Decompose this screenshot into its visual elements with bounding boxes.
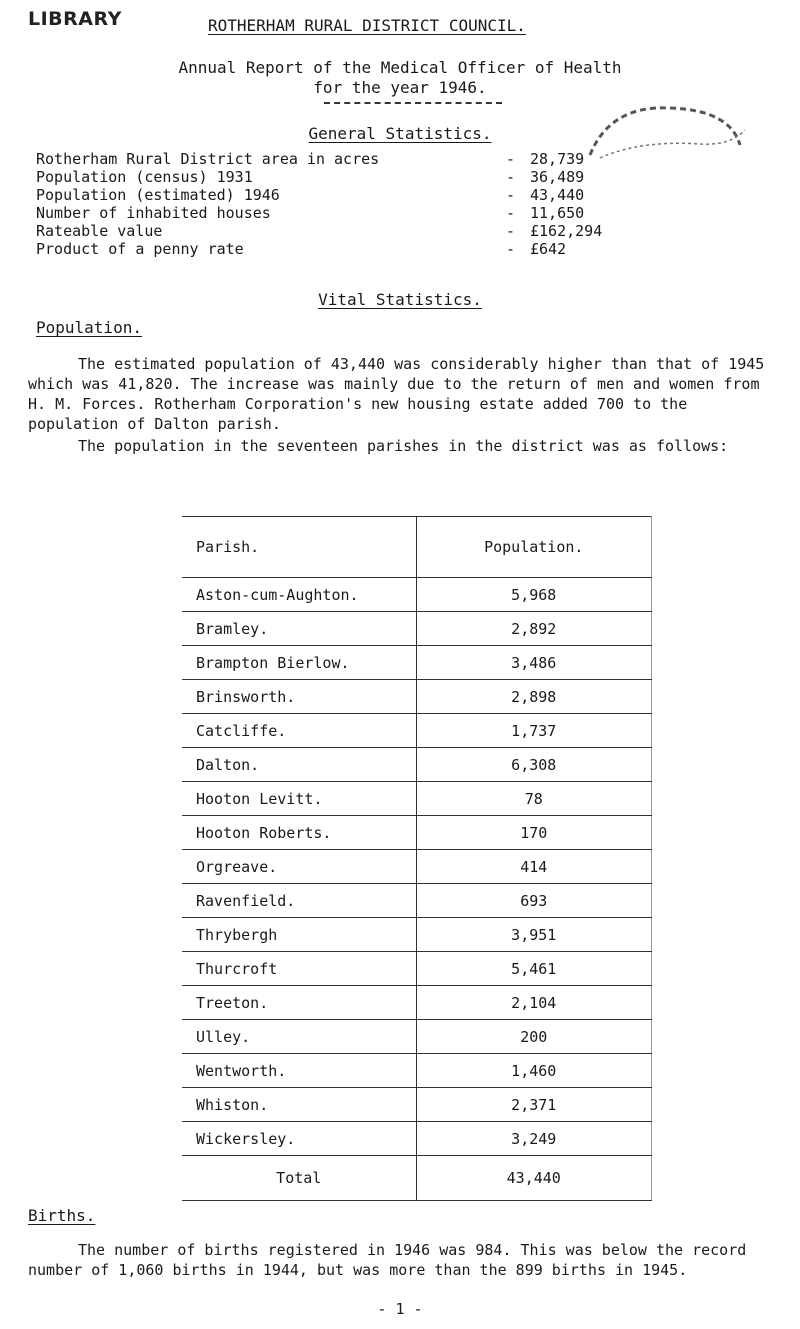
stat-row-houses: Number of inhabited houses - 11,650 bbox=[36, 204, 585, 222]
table-row: Brinsworth. 2,898 bbox=[182, 680, 652, 714]
total-label: Total bbox=[182, 1156, 416, 1201]
table-row: Hooton Levitt. 78 bbox=[182, 782, 652, 816]
population-column-header: Population. bbox=[416, 517, 651, 578]
table-row: Wickersley. 3,249 bbox=[182, 1122, 652, 1156]
page-number: - 1 - bbox=[377, 1300, 423, 1318]
stat-row-census-1931: Population (census) 1931 - 36,489 bbox=[36, 168, 585, 186]
table-row: Dalton. 6,308 bbox=[182, 748, 652, 782]
table-row: Ravenfield. 693 bbox=[182, 884, 652, 918]
table-header-row bbox=[182, 517, 652, 578]
table-row: Ulley. 200 bbox=[182, 1020, 652, 1054]
total-population: 43,440 bbox=[416, 1156, 651, 1201]
report-title-line2: for the year 1946. bbox=[313, 78, 487, 97]
parish-population-table bbox=[182, 516, 652, 1201]
council-header: ROTHERHAM RURAL DISTRICT COUNCIL. bbox=[208, 16, 526, 35]
report-title-line1: Annual Report of the Medical Officer of Health bbox=[178, 58, 622, 77]
parish-column-header: Parish. bbox=[182, 517, 416, 578]
table-total-row bbox=[182, 1156, 652, 1201]
stat-row-penny-rate: Product of a penny rate - £642 bbox=[36, 240, 567, 258]
table-row: Thrybergh 3,951 bbox=[182, 918, 652, 952]
table-row: Aston-cum-Aughton. 5,968 bbox=[182, 578, 652, 612]
general-statistics-list bbox=[36, 150, 656, 258]
table-row: Orgreave. 414 bbox=[182, 850, 652, 884]
population-paragraph: The estimated population of 43,440 was considerably higher than that of 1945 which was 41,820. The increase was mainly due to the return of men and women from H. M. Forces. Rotherham Corporation's new housing estate added 700 to the population of Dalton parish. bbox=[28, 355, 765, 433]
title-divider bbox=[324, 102, 502, 104]
table-row: Whiston. 2,371 bbox=[182, 1088, 652, 1122]
stat-row-area: Rotherham Rural District area in acres - 28,739 bbox=[36, 150, 585, 168]
table-row: Catcliffe. 1,737 bbox=[182, 714, 652, 748]
population-heading: Population. bbox=[36, 318, 142, 337]
table-row: Brampton Bierlow. 3,486 bbox=[182, 646, 652, 680]
library-stamp: LIBRARY bbox=[28, 8, 122, 30]
table-row: Treeton. 2,104 bbox=[182, 986, 652, 1020]
births-heading: Births. bbox=[28, 1206, 96, 1225]
report-title bbox=[0, 58, 800, 98]
table-row: Bramley. 2,892 bbox=[182, 612, 652, 646]
stat-row-rateable-value: Rateable value - £162,294 bbox=[36, 222, 603, 240]
table-row: Thurcroft 5,461 bbox=[182, 952, 652, 986]
table-row: Hooton Roberts. 170 bbox=[182, 816, 652, 850]
table-row: Wentworth. 1,460 bbox=[182, 1054, 652, 1088]
parishes-intro-paragraph: The population in the seventeen parishes in the district was as follows: bbox=[78, 437, 729, 455]
general-statistics-heading: General Statistics. bbox=[308, 124, 492, 143]
stat-row-estimated-1946: Population (estimated) 1946 - 43,440 bbox=[36, 186, 585, 204]
births-paragraph: The number of births registered in 1946 was 984. This was below the record number of 1,060 births in 1944, but was more than the 899 births in 1945. bbox=[28, 1241, 747, 1279]
vital-statistics-heading: Vital Statistics. bbox=[318, 290, 482, 309]
